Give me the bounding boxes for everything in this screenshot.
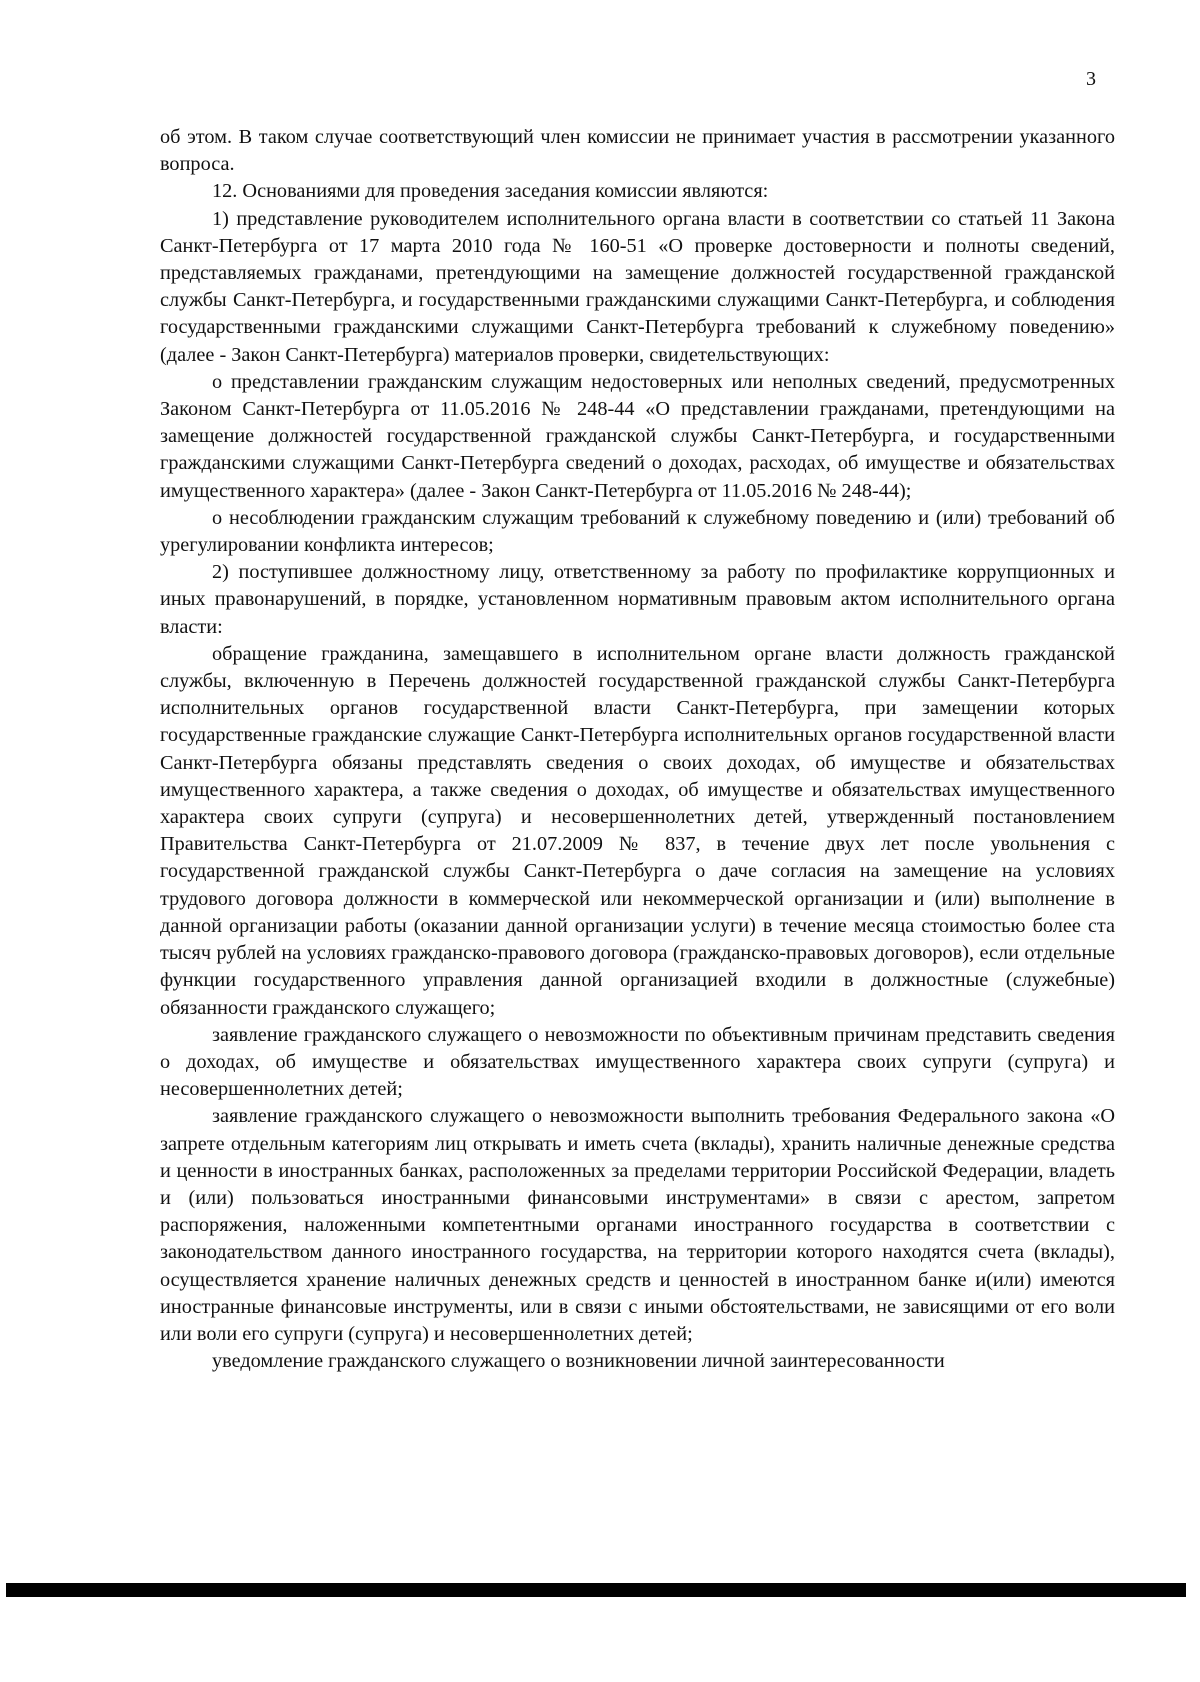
paragraph-notification: уведомление гражданского служащего о возникновении личной заинтересованности	[212, 1350, 945, 1373]
paragraph-item-12: 12. Основаниями для проведения заседания комиссии являются:	[212, 180, 769, 203]
paragraph-citizen-appeal: обращение гражданина, замещавшего в исполнительном органе власти должность гражданской службы, включенную в Перечень должностей государственной гражданской службы Санкт-Петербурга исполнительных органов государственной власти Санкт-Петербурга, при замещении которых государственные гражданские служащие Санкт-Петербурга исполнительных органов государственной власти Санкт-Петербурга обязаны представлять сведения о своих доходах, об имуществе и обязательствах имущественного характера, а также сведения о доходах, об имуществе и обязательствах имущественного характера своих супруги (супруга) и несовершеннолетних детей, утвержденный постановлением Правительства Санкт-Петербурга от 21.07.2009 № 837, в течение двух лет после увольнения с государственной гражданской службы Санкт-Петербурга о даче согласия на замещение на условиях трудового договора должности в коммерческой или некоммерческой организации и (или) выполнение в данной организации работы (оказании данной организации услуги) в течение месяца стоимостью более ста тысяч рублей на условиях гражданско-правового договора (гражданско-правовых договоров), если отдельные функции государственного управления данной организацией входили в должностные (служебные) обязанности гражданского служащего;	[160, 642, 1115, 1019]
paragraph-false-information: о представлении гражданским служащим недостоверных или неполных сведений, предусмотренных Законом Санкт-Петербурга от 11.05.2016 № 248-44 «О представлении гражданами, претендующими на замещение должностей государственной гражданской службы Санкт-Петербурга, и государственными гражданскими служащими Санкт-Петербурга сведений о доходах, расходах, об имуществе и обязательствах имущественного характера» (далее - Закон Санкт-Петербурга от 11.05.2016 № 248-44);	[160, 370, 1115, 502]
paragraph-statement-foreign-accounts: заявление гражданского служащего о невозможности выполнить требования Федерального закона «О запрете отдельным категориям лиц открывать и иметь счета (вклады), хранить наличные денежные средства и ценности в иностранных банках, расположенных за пределами территории Российской Федерации, владеть и (или) пользоваться иностранными финансовыми инструментами» в связи с арестом, запретом распоряжения, наложенными компетентными органами иностранного государства в соответствии с законодательством данного иностранного государства, на территории которого находятся счета (вклады), осуществляется хранение наличных денежных средств и ценностей в иностранном банке и(или) имеются иностранные финансовые инструменты, или в связи с иными обстоятельствами, не зависящими от его воли или воли его супруги (супруга) и несовершеннолетних детей;	[160, 1105, 1115, 1345]
paragraph-continuation: об этом. В таком случае соответствующий член комиссии не принимает участия в рассмотрении указанного вопроса.	[160, 126, 1115, 176]
scan-edge-bar	[6, 1583, 1186, 1597]
paragraph-statement-income: заявление гражданского служащего о невозможности по объективным причинам представить сведения о доходах, об имуществе и обязательствах имущественного характера своих супруги (супруга) и несовершеннолетних детей;	[160, 1023, 1115, 1101]
page-number: 3	[1086, 68, 1096, 90]
paragraph-subitem-1: 1) представление руководителем исполнительного органа власти в соответствии со статьей 11 Закона Санкт-Петербурга от 17 марта 2010 года № 160-51 «О проверке достоверности и полноты сведений, представляемых гражданами, претендующими на замещение должностей государственной гражданской службы Санкт-Петербурга, и государственными гражданскими служащими Санкт-Петербурга, и соблюдения государственными гражданскими служащими Санкт-Петербурга требований к служебному поведению» (далее - Закон Санкт-Петербурга) материалов проверки, свидетельствующих:	[160, 207, 1115, 366]
paragraph-subitem-2: 2) поступившее должностному лицу, ответственному за работу по профилактике коррупционных и иных правонарушений, в порядке, установленном нормативным правовым актом исполнительного органа власти:	[160, 561, 1115, 638]
paragraph-non-compliance: о несоблюдении гражданским служащим требований к служебному поведению и (или) требований об урегулировании конфликта интересов;	[160, 506, 1115, 557]
document-body	[160, 124, 1115, 1375]
